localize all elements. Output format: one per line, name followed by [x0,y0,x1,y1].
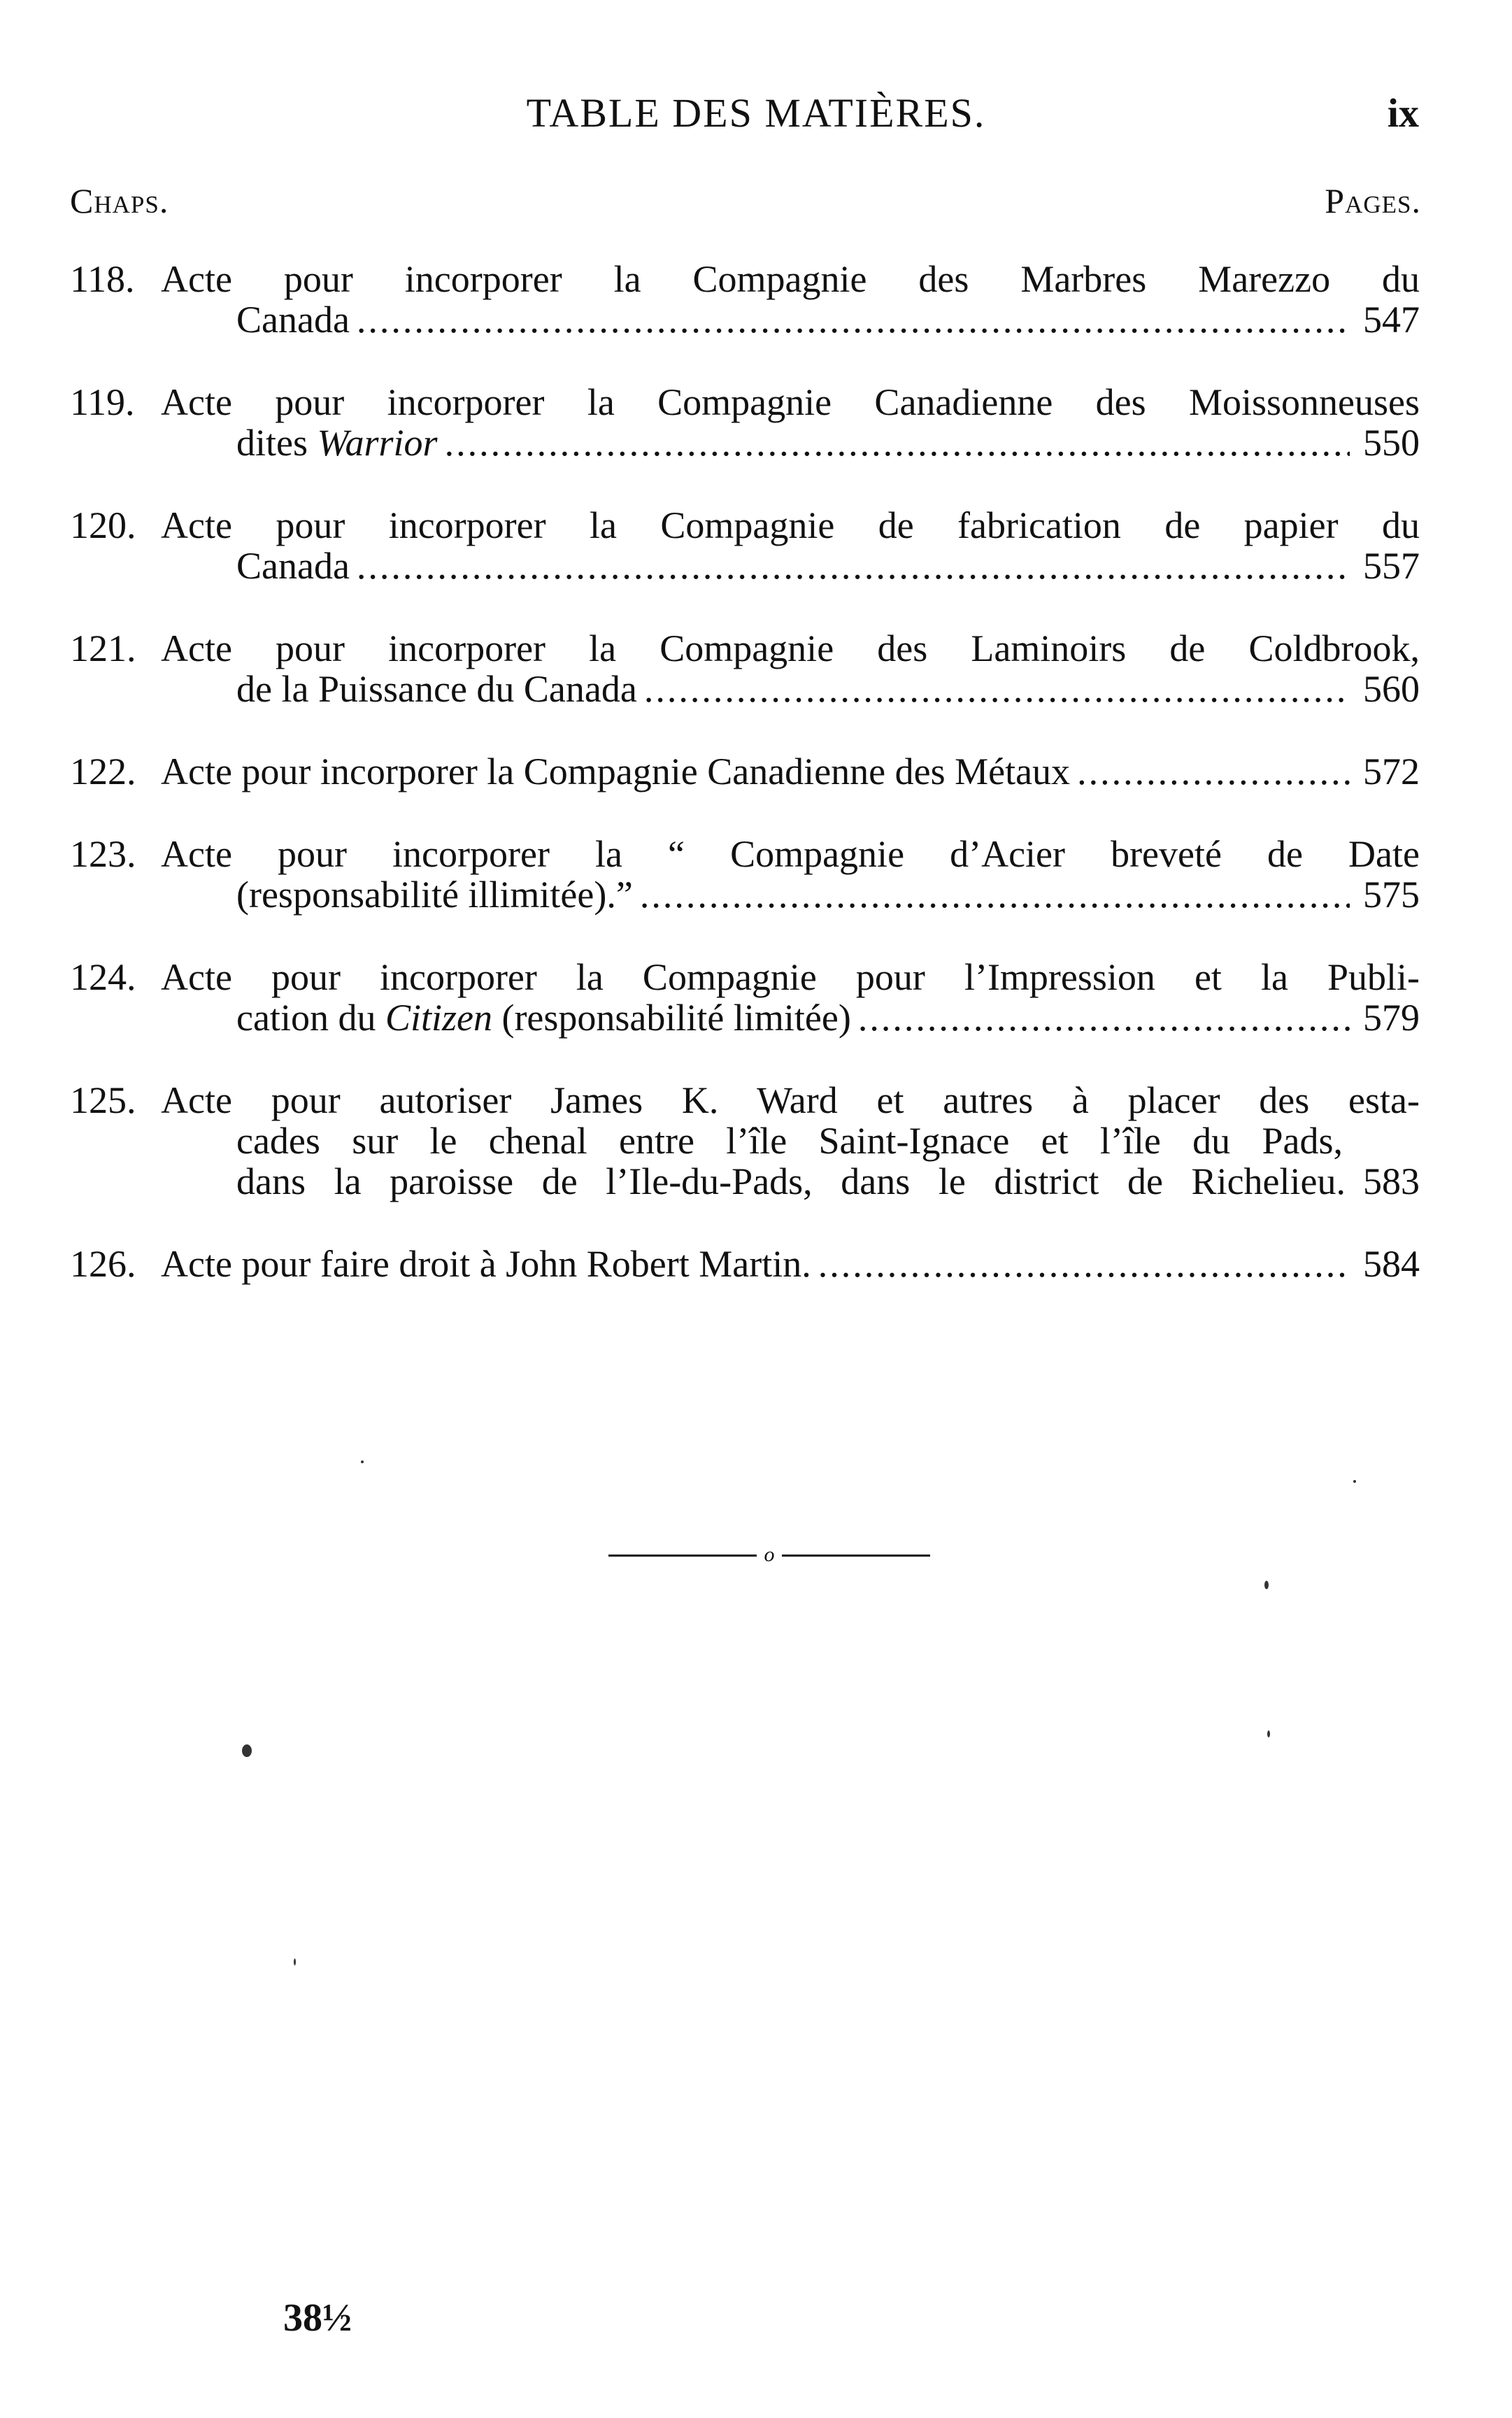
dot-leader [1077,751,1350,792]
page-ref: 583 [1363,1160,1420,1202]
entry-title: Acte pour incorporer la Compagnie pour l’Impression et la Publi- [161,956,1420,998]
running-title: TABLE DES MATIÈRES. [526,90,986,136]
pages-column-heading: Pages. [1325,181,1421,220]
entry-title: Acte pour autoriser James K. Ward et autres à placer des esta- [161,1079,1420,1121]
page-ref: 575 [1363,874,1420,916]
page-ref: 584 [1363,1243,1420,1285]
chapter-number: 122. [70,751,136,792]
dot-leader [818,1244,1350,1284]
chapter-number: 119. [70,381,135,423]
toc-entry [70,628,1420,709]
entry-title-continued: Canada [236,545,350,587]
chapter-number: 125. [70,1079,136,1121]
page-ref: 557 [1363,545,1420,587]
toc-entry [70,505,1420,586]
entry-title-continued: dites Warrior [236,422,438,464]
dot-leader [858,997,1350,1038]
toc-entry [70,957,1420,1038]
toc-entry [70,1080,1420,1202]
entry-title: Acte pour incorporer la “ Compagnie d’Acier breveté de Date [161,833,1420,875]
chapter-number: 118. [70,258,135,300]
entry-title-continued: Canada [236,299,350,341]
page-ref: 547 [1363,299,1420,341]
toc-entry [70,1244,1420,1284]
dot-leader [357,299,1350,340]
scan-speck [1267,1730,1270,1737]
entry-title-continued: de la Puissance du Canada [236,668,637,710]
page-ref: 560 [1363,668,1420,710]
chapter-number: 121. [70,627,136,669]
dot-leader [445,422,1350,463]
entry-title-continued: (responsabilité illimitée).” [236,874,633,916]
scan-speck [242,1744,252,1757]
chapter-number: 126. [70,1243,136,1285]
page-ref: 572 [1363,751,1420,792]
scan-speck [1264,1581,1269,1589]
section-divider [608,1547,930,1564]
chapters-column-heading: Chaps. [70,181,169,220]
entry-title-continued: cades sur le chenal entre l’île Saint-Ignace et l’île du Pads, [236,1120,1343,1162]
chapter-number: 124. [70,956,136,998]
dot-leader [644,669,1350,709]
entry-title: Acte pour incorporer la Compagnie Canadienne des Moissonneuses [161,381,1420,423]
dot-leader [357,546,1350,586]
entry-title: Acte pour faire droit à John Robert Martin. [161,1243,811,1285]
toc-entry [70,259,1420,340]
toc-entry [70,834,1420,915]
entry-title-continued: cation du Citizen (responsabilité limitée) [236,997,851,1039]
entry-title: Acte pour incorporer la Compagnie des Laminoirs de Coldbrook, [161,627,1420,669]
page-ref: 550 [1363,422,1420,464]
scan-speck [361,1460,364,1463]
signature-mark: 38½ [283,2296,352,2340]
scan-speck [1353,1480,1356,1483]
scan-speck [294,1958,296,1965]
page-number: ix [1387,90,1419,136]
toc-entry [70,382,1420,463]
entry-title: Acte pour incorporer la Compagnie des Marbres Marezzo du [161,258,1420,300]
entry-title-continued: dans la paroisse de l’Ile-du-Pads, dans le district de Richelieu. [236,1160,1346,1202]
toc-entry [70,751,1420,792]
chapter-number: 120. [70,504,136,546]
page-ref: 579 [1363,997,1420,1039]
dot-leader [640,874,1350,915]
divider-ornament: o [764,1547,775,1564]
table-of-contents [70,259,1420,1284]
entry-title: Acte pour incorporer la Compagnie de fabrication de papier du [161,504,1420,546]
entry-title: Acte pour incorporer la Compagnie Canadienne des Métaux [161,751,1071,792]
chapter-number: 123. [70,833,136,875]
